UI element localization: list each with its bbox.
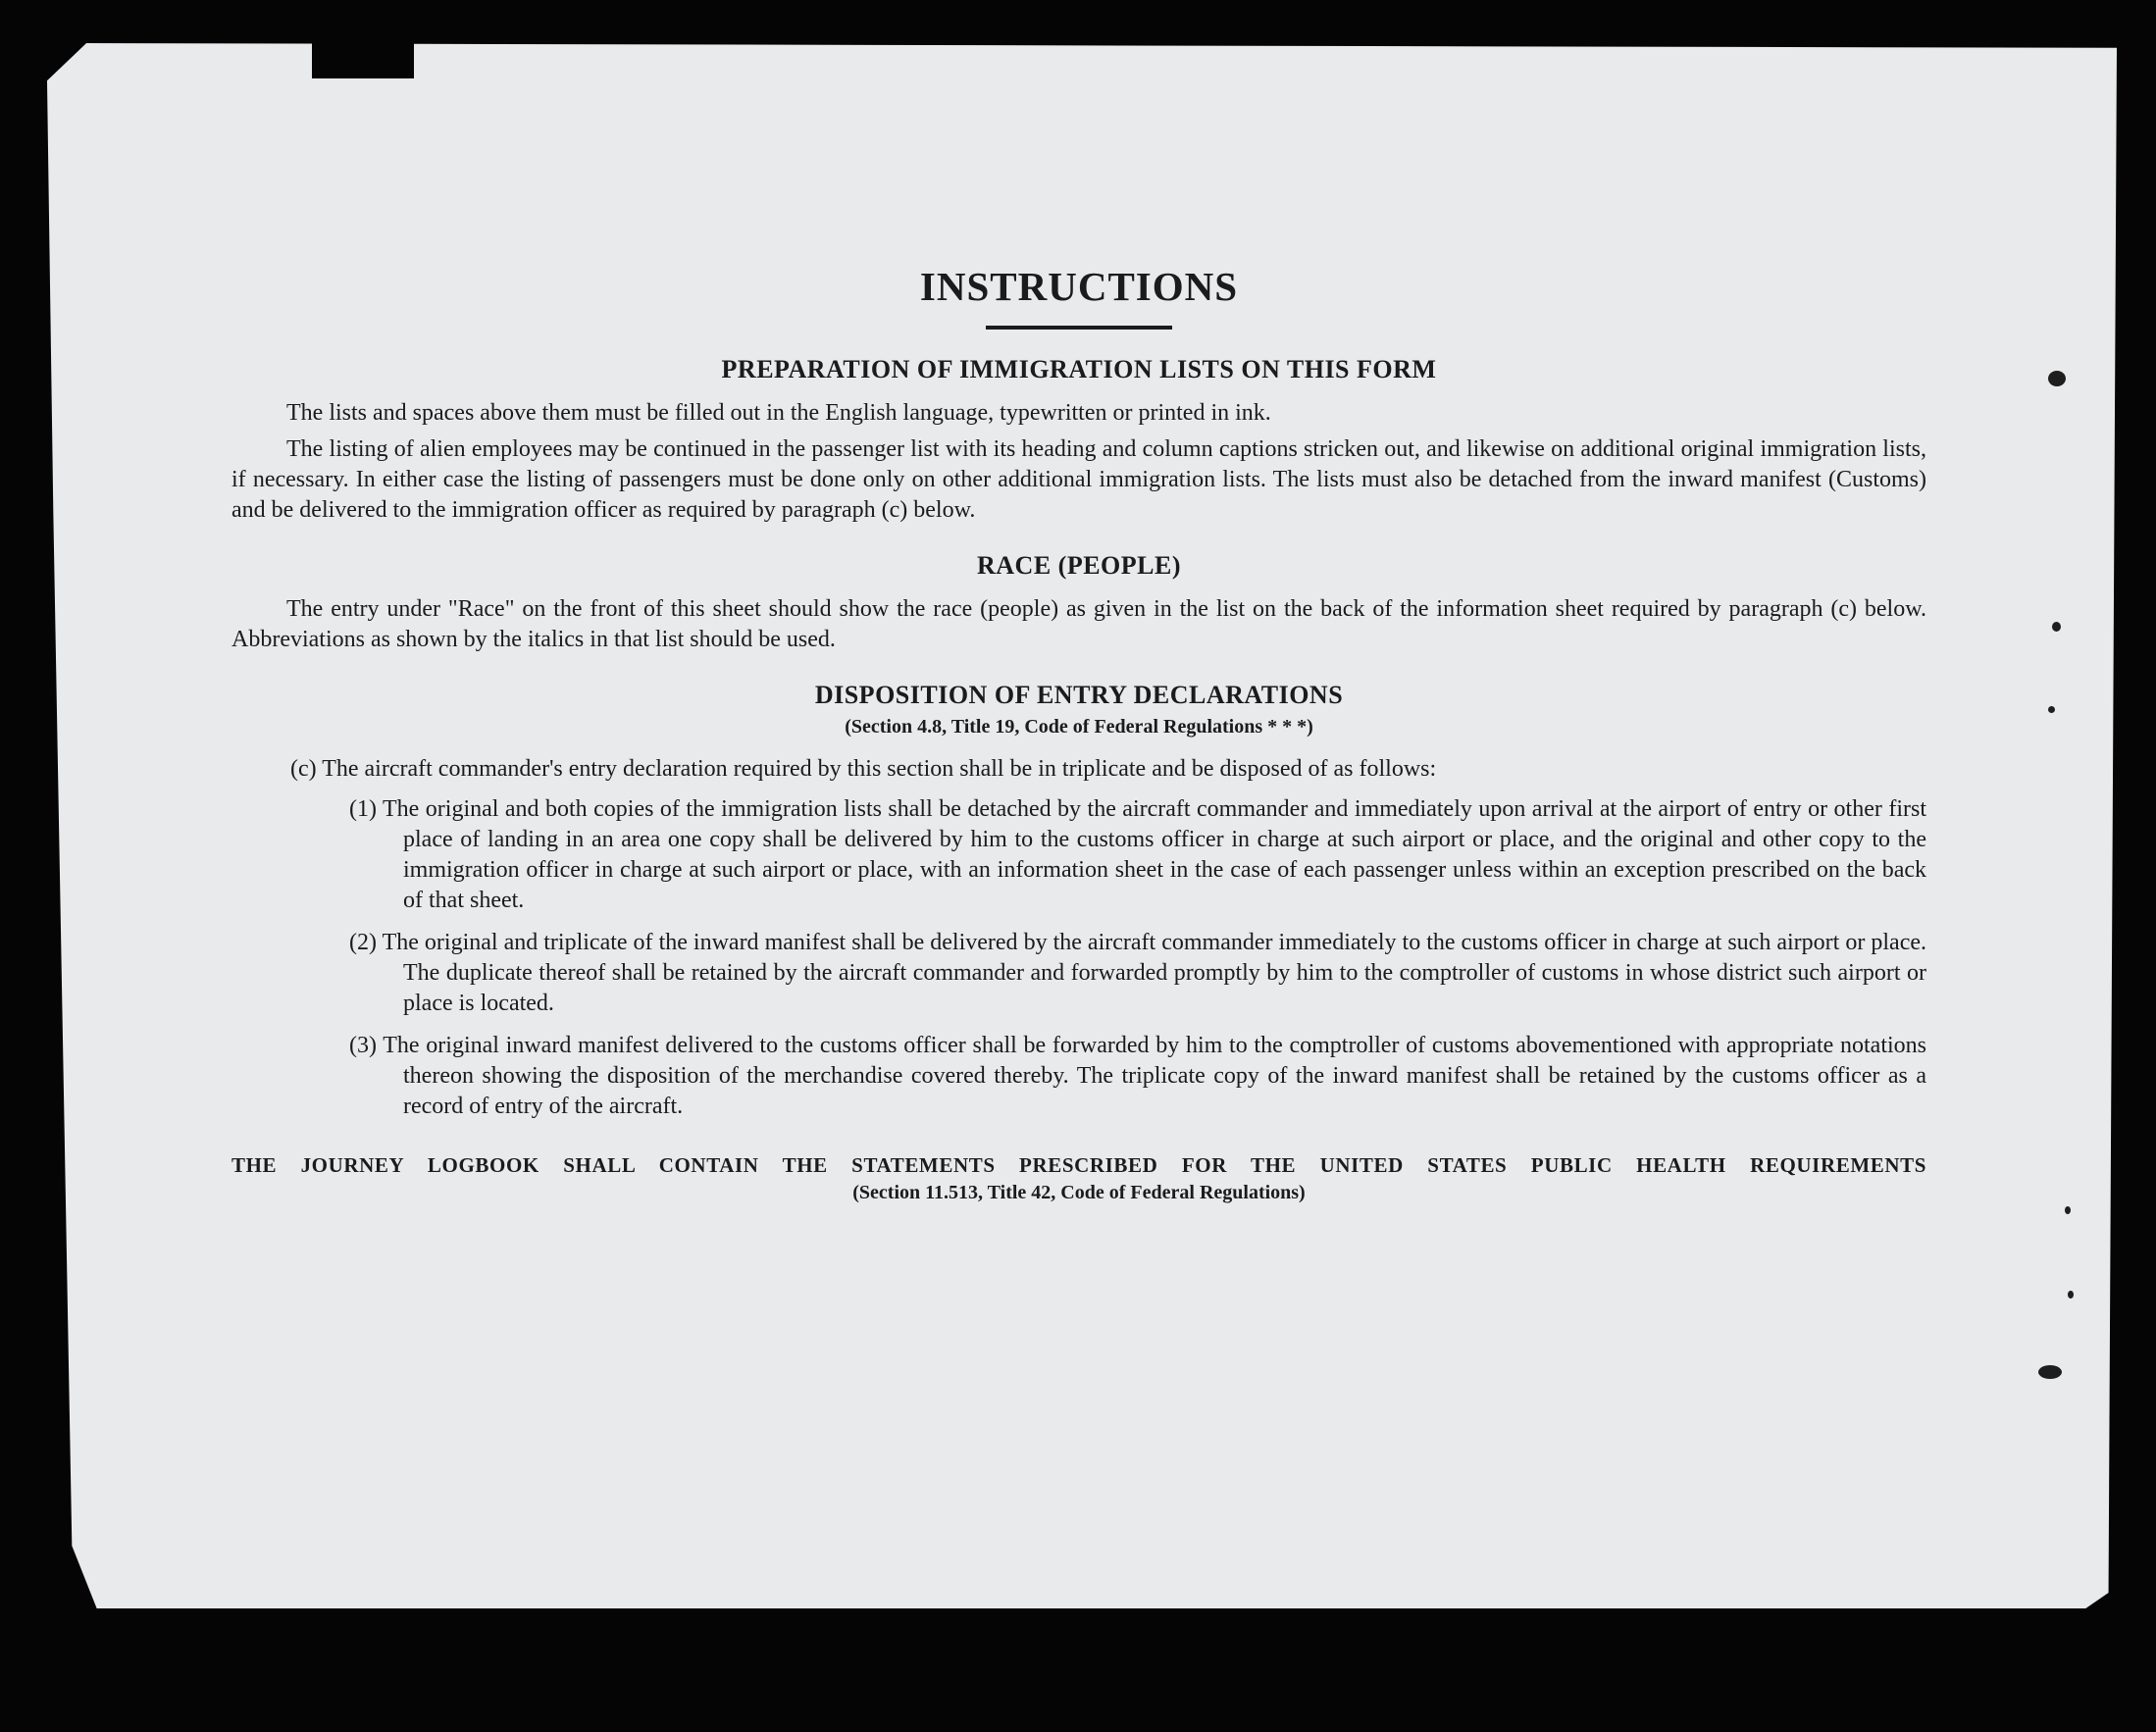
section-citation: (Section 4.8, Title 19, Code of Federal Regulations * * *)	[845, 716, 1313, 738]
list-item-inward-manifest: (2) The original and triplicate of the inward manifest shall be delivered by the aircraft commander immediately to the customs officer in charge at such airport or place. The duplicate thereof shall be retained by the aircraft commander and forwarded promptly by him to the comptroller of customs in whose district such airport or place is located.	[349, 930, 1926, 1016]
section-heading-disposition: DISPOSITION OF ENTRY DECLARATIONS	[814, 681, 1344, 709]
ink-speck	[2038, 1365, 2062, 1379]
list-item-immigration-lists: (1) The original and both copies of the immigration lists shall be detached by the aircraft commander and immediately upon arrival at the airport of entry or other first place of landing in an area one copy shall be delivered by him to the customs officer in charge at such airport or place, and the original and other copy to the immigration officer in charge at such airport or place, with an information sheet in the case of each passenger unless within an exception prescribed on the back of that sheet.	[349, 796, 1926, 913]
section-heading-preparation: PREPARATION OF IMMIGRATION LISTS ON THIS FORM	[721, 355, 1437, 383]
paragraph-race-entry: The entry under "Race" on the front of this sheet should show the race (people) as given in the list on the back of the information sheet required by paragraph (c) below. Abbreviations as shown by the italics in that list should be used.	[231, 596, 1926, 652]
page-title: INSTRUCTIONS	[919, 264, 1239, 309]
ink-speck	[2048, 371, 2066, 386]
paragraph-entry-declaration: (c) The aircraft commander's entry declaration required by this section shall be in triplicate and be disposed of as follows:	[290, 756, 1437, 782]
footer-citation: (Section 11.513, Title 42, Code of Federal Regulations)	[852, 1182, 1306, 1203]
paragraph-lists-language: The lists and spaces above them must be filled out in the English language, typewritten or printed in ink.	[286, 400, 1271, 426]
title-underline	[986, 326, 1172, 330]
list-item-original-manifest: (3) The original inward manifest delivered to the customs officer shall be forwarded by him to the comptroller of customs abovementioned with appropriate notations thereon showing the disposition of the merchandise covered thereby. The triplicate copy of the inward manifest shall be retained by the customs officer as a record of entry of the aircraft.	[349, 1033, 1926, 1119]
footer-health-requirements: THE JOURNEY LOGBOOK SHALL CONTAIN THE STATEMENTS PRESCRIBED FOR THE UNITED STATES PUBLIC HEALTH REQUIREMENTS	[231, 1153, 1926, 1177]
paper-notch	[312, 39, 414, 78]
paragraph-alien-employees: The listing of alien employees may be continued in the passenger list with its heading and column captions stricken out, and likewise on additional original immigration lists, if necessary. In either case the listing of passengers must be done only on other additional immigration lists. The lists must also be detached from the inward manifest (Customs) and be delivered to the immigration officer as required by paragraph (c) below.	[231, 436, 1926, 523]
ink-speck	[2052, 622, 2061, 632]
ink-speck	[2068, 1291, 2074, 1299]
ink-speck	[2048, 706, 2055, 713]
section-heading-race: RACE (PEOPLE)	[977, 551, 1181, 580]
ink-speck	[2065, 1206, 2071, 1214]
instructions-content	[231, 245, 1926, 1204]
